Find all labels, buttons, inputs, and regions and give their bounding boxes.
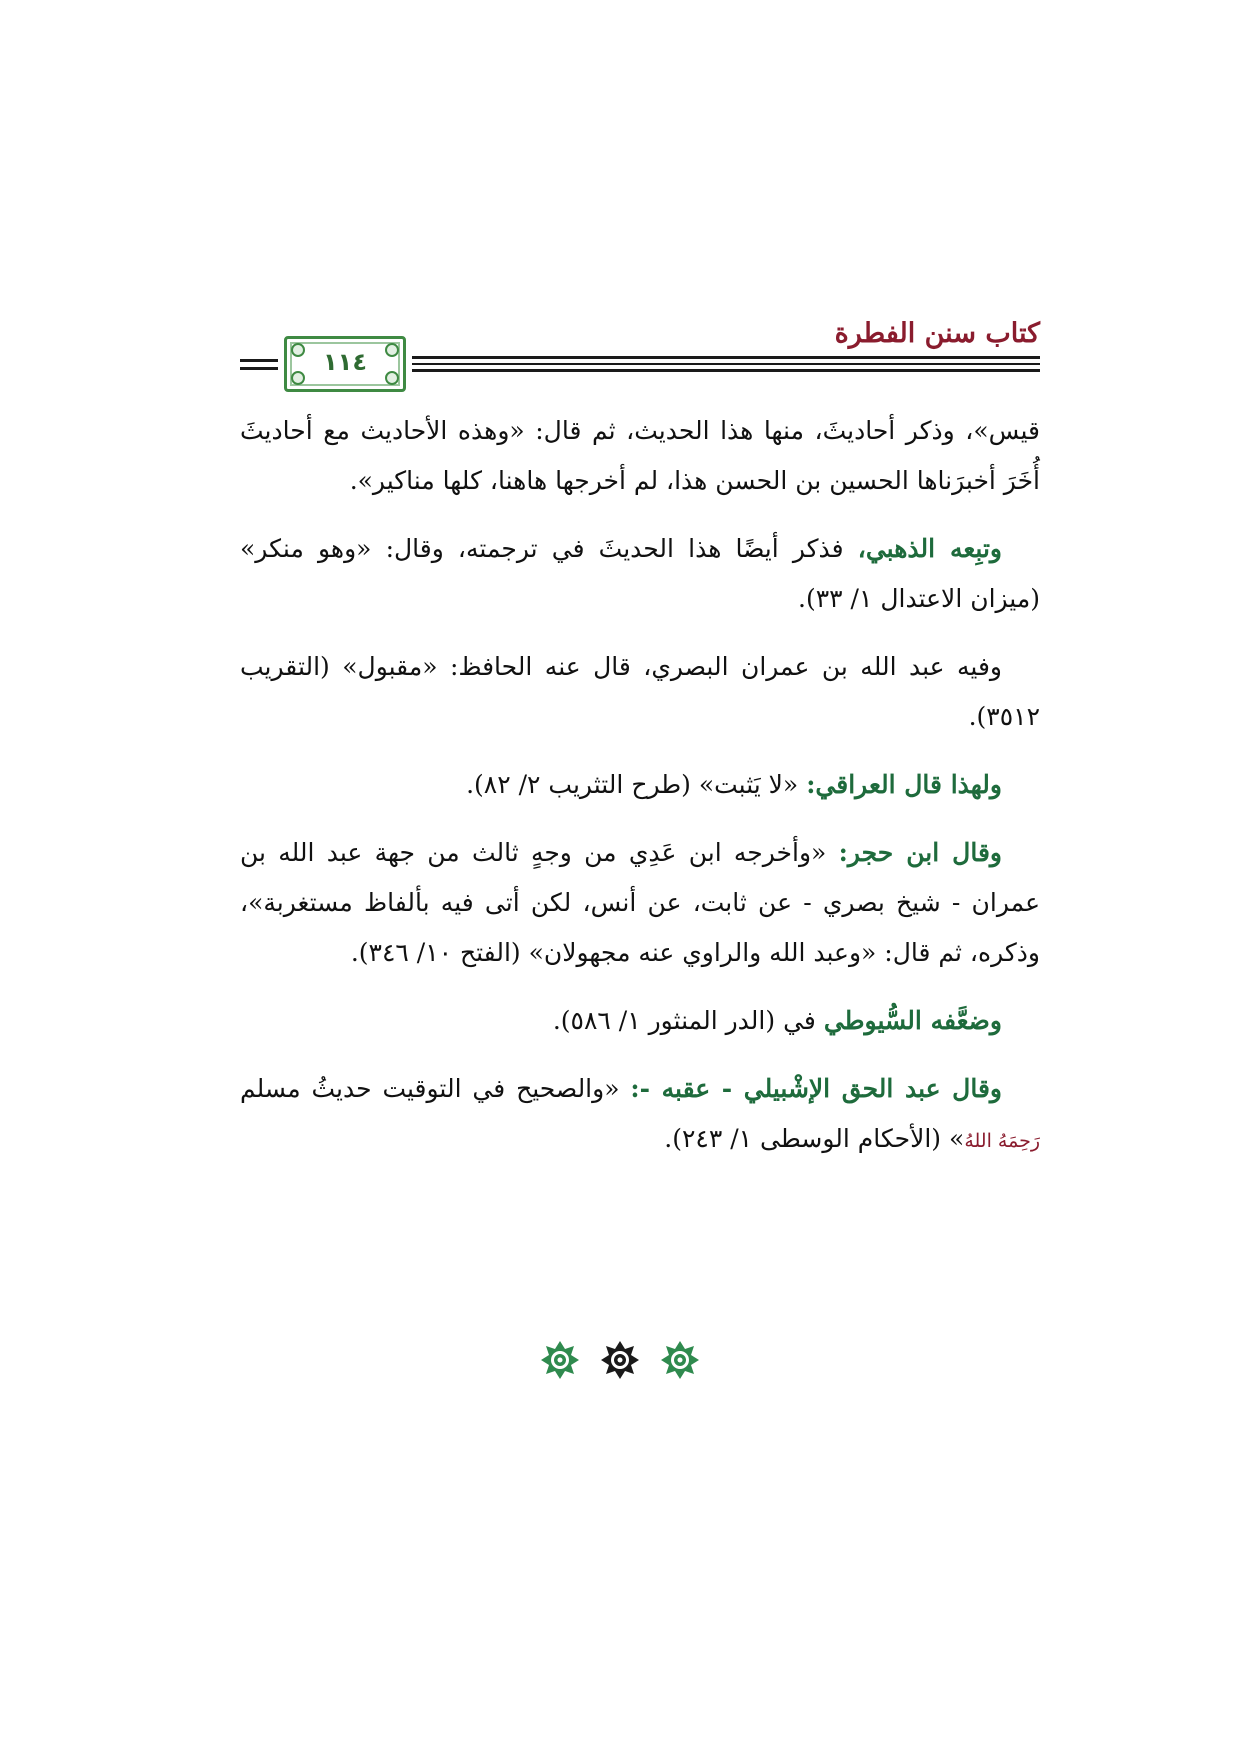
paragraph-text: «لا يَثبت» (طرح التثريب ٢/ ٨٢). — [466, 770, 807, 799]
star-ornament-icon — [540, 1340, 580, 1380]
paragraph-text: قيس»، وذكر أحاديثَ، منها هذا الحديث، ثم قال: «وهذه الأحاديث مع أحاديثَ أُخَرَ أخبرَناها الحسين بن الحسن هذا، لم أخرجها هاهنا، كلها مناكير». — [240, 416, 1040, 495]
paragraph-text: «وأخرجه ابن عَدِي من وجهٍ ثالث من جهة عبد الله بن عمران - شيخ بصري - عن ثابت، عن أنس، لكن أتى فيه بألفاظ مستغربة»، وذكره، ثم قال: «وعبد الله والراوي عنه مجهولان» (الفتح ١٠/ ٣٤٦). — [240, 838, 1040, 967]
paragraph-lead: وضعَّفه السُّيوطي — [823, 1006, 1002, 1035]
header-rule — [240, 367, 278, 370]
paragraph — [240, 406, 1040, 506]
paragraph — [240, 760, 1040, 810]
star-ornament-icon — [600, 1340, 640, 1380]
paragraph-tail: » (الأحكام الوسطى ١/ ٢٤٣). — [664, 1124, 965, 1153]
paragraph-text: «والصحيح في التوقيت حديثُ مسلم — [240, 1074, 631, 1103]
star-ornament-icon — [660, 1340, 700, 1380]
paragraph — [240, 1064, 1040, 1166]
paragraph-lead: وقال ابن حجر: — [838, 838, 1002, 867]
paragraph-text: فذكر أيضًا هذا الحديثَ في ترجمته، وقال: «وهو منكر» (ميزان الاعتدال ١/ ٣٣). — [240, 534, 1040, 613]
paragraph — [240, 524, 1040, 624]
page-body — [240, 406, 1040, 1184]
page-number: ١١٤ — [323, 348, 367, 376]
paragraph-lead: ولهذا قال العراقي: — [806, 770, 1002, 799]
paragraph-text: في (الدر المنثور ١/ ٥٨٦). — [552, 1006, 824, 1035]
header-rule — [412, 356, 1040, 359]
paragraph — [240, 828, 1040, 978]
page-number-badge — [284, 336, 406, 392]
section-end-ornament — [0, 1340, 1240, 1380]
header-rule — [240, 359, 278, 362]
page-header — [240, 316, 1040, 392]
paragraph-text: وفيه عبد الله بن عمران البصري، قال عنه الحافظ: «مقبول» (التقريب ٣٥١٢). — [240, 652, 1040, 731]
paragraph-lead: وقال عبد الحق الإشْبيلي - عقبه -: — [630, 1074, 1002, 1103]
honorific-glyph: رَحِمَهُ اللهُ — [964, 1130, 1040, 1152]
paragraph — [240, 996, 1040, 1046]
book-title: كتاب سنن الفطرة — [834, 318, 1040, 349]
paragraph-lead: وتبِعه الذهبي، — [857, 534, 1002, 563]
header-rule — [412, 363, 1040, 365]
header-rule — [412, 369, 1040, 372]
paragraph — [240, 642, 1040, 742]
